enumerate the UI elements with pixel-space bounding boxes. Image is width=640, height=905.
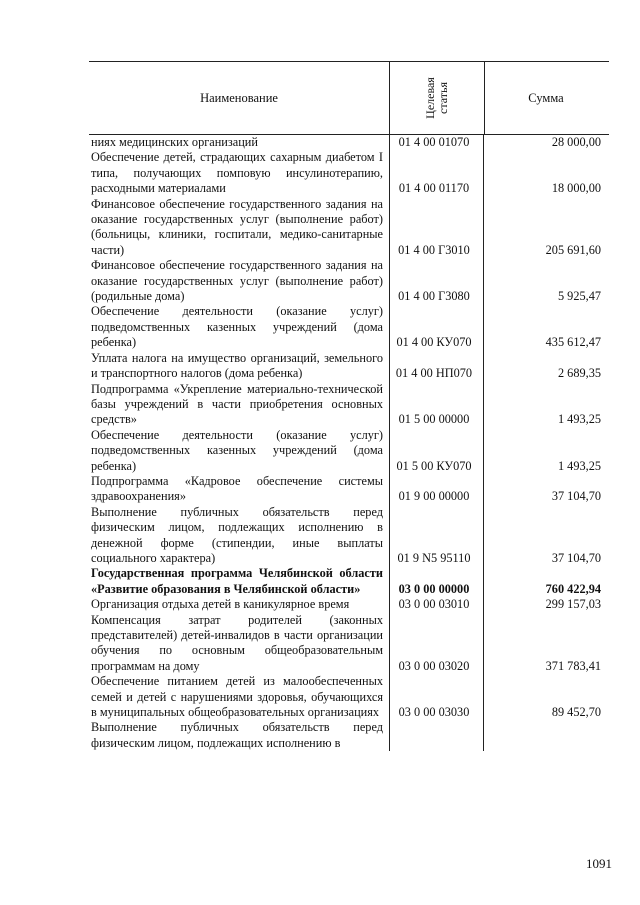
table-row bbox=[89, 382, 609, 428]
table-row bbox=[89, 674, 609, 720]
row-code: 01 4 00 Г3080 bbox=[398, 289, 470, 304]
row-sum: 371 783,41 bbox=[545, 658, 601, 673]
row-sum: 28 000,00 bbox=[551, 135, 601, 149]
row-name: Подпрограмма «Кадровое обеспечение системы здравоохранения» bbox=[91, 473, 383, 504]
row-name: Уплата налога на имущество организаций, земельного и транспортного налогов (дома ребенка) bbox=[91, 350, 383, 381]
table-row bbox=[89, 304, 609, 350]
row-name: Финансовое обеспечение государственного задания на оказание государственных услуг (выполнение работ) (больницы, клиники, госпитали, медико-санитарные части) bbox=[91, 196, 383, 257]
header-code-line1: Целевая bbox=[423, 77, 437, 119]
row-sum: 760 422,94 bbox=[545, 581, 601, 596]
header-code bbox=[389, 62, 485, 134]
row-sum: 299 157,03 bbox=[545, 597, 601, 612]
table-row bbox=[89, 197, 609, 259]
header-code-label bbox=[424, 77, 450, 119]
header-code-line2: статья bbox=[436, 82, 450, 114]
row-name: Государственная программа Челябинской области «Развитие образования в Челябинской области» bbox=[91, 566, 383, 596]
table-row bbox=[89, 720, 609, 751]
row-sum: 37 104,70 bbox=[551, 489, 601, 504]
row-sum: 37 104,70 bbox=[551, 550, 601, 565]
table-row bbox=[89, 150, 609, 196]
table-row bbox=[89, 566, 609, 597]
table-row bbox=[89, 351, 609, 382]
row-name: Финансовое обеспечение государственного задания на оказание государственных услуг (выполнение работ) (родильные дома) bbox=[91, 258, 383, 304]
table-row bbox=[89, 597, 609, 612]
row-sum: 1 493,25 bbox=[557, 412, 601, 427]
row-name: Выполнение публичных обязательств перед физическим лицом, подлежащих исполнению в денежной форме (стипендии, иные выплаты социального характера) bbox=[91, 504, 383, 565]
row-name: Компенсация затрат родителей (законных представителей) детей-инвалидов в части организации обучения по основным общеобразовательным программам на дому bbox=[91, 612, 383, 673]
row-code: 03 0 00 03020 bbox=[398, 658, 470, 673]
table-row bbox=[89, 428, 609, 474]
row-sum: 89 452,70 bbox=[551, 705, 601, 720]
table-row bbox=[89, 613, 609, 675]
row-code: 01 9 N5 95110 bbox=[397, 550, 471, 565]
row-name: Организация отдыха детей в каникулярное время bbox=[91, 597, 350, 612]
row-name: Обеспечение деятельности (оказание услуг) подведомственных казенных учреждений (дома ребенка) bbox=[91, 427, 383, 473]
page-number: 1091 bbox=[586, 856, 612, 871]
row-sum bbox=[481, 720, 603, 751]
row-code: 01 5 00 КУ070 bbox=[396, 458, 472, 473]
row-code: 01 5 00 00000 bbox=[398, 412, 470, 427]
table-header bbox=[89, 61, 609, 135]
row-name: ниях медицинских организаций bbox=[91, 135, 258, 149]
row-sum: 2 689,35 bbox=[557, 366, 601, 381]
row-code: 01 4 00 КУ070 bbox=[396, 335, 472, 350]
budget-table bbox=[89, 61, 609, 751]
header-sum: Сумма bbox=[528, 90, 564, 105]
row-code: 01 4 00 01070 bbox=[398, 135, 470, 149]
header-name: Наименование bbox=[200, 90, 278, 105]
row-sum: 1 493,25 bbox=[557, 458, 601, 473]
row-name: Обеспечение деятельности (оказание услуг) подведомственных казенных учреждений (дома ребенка) bbox=[91, 304, 383, 350]
row-code bbox=[387, 720, 481, 751]
row-name: Обеспечение питанием детей из малообеспеченных семей и детей с нарушениями здоровья, обучающихся в муниципальных общеобразовательных организациях bbox=[91, 674, 383, 720]
row-code: 01 4 00 НП070 bbox=[395, 366, 473, 381]
table-row bbox=[89, 505, 609, 567]
row-code: 01 4 00 01170 bbox=[398, 181, 470, 196]
row-name: Подпрограмма «Укрепление материально-технической базы учреждений в части приобретения основных средств» bbox=[91, 381, 383, 427]
row-code: 03 0 00 03030 bbox=[398, 705, 470, 720]
row-name: Обеспечение детей, страдающих сахарным диабетом I типа, получающих помповую инсулинотерапию, расходными материалами bbox=[91, 150, 383, 196]
table-body bbox=[89, 135, 609, 751]
row-sum: 205 691,60 bbox=[545, 242, 601, 257]
row-code: 01 9 00 00000 bbox=[398, 489, 470, 504]
row-code: 03 0 00 03010 bbox=[398, 597, 470, 612]
row-sum: 5 925,47 bbox=[557, 289, 601, 304]
row-code: 01 4 00 Г3010 bbox=[398, 242, 470, 257]
row-name: Выполнение публичных обязательств перед физическим лицом, подлежащих исполнению в bbox=[91, 720, 383, 750]
row-sum: 18 000,00 bbox=[551, 181, 601, 196]
table-row bbox=[89, 135, 609, 150]
table-row bbox=[89, 258, 609, 304]
row-sum: 435 612,47 bbox=[545, 335, 601, 350]
table-row bbox=[89, 474, 609, 505]
row-code: 03 0 00 00000 bbox=[398, 581, 470, 596]
